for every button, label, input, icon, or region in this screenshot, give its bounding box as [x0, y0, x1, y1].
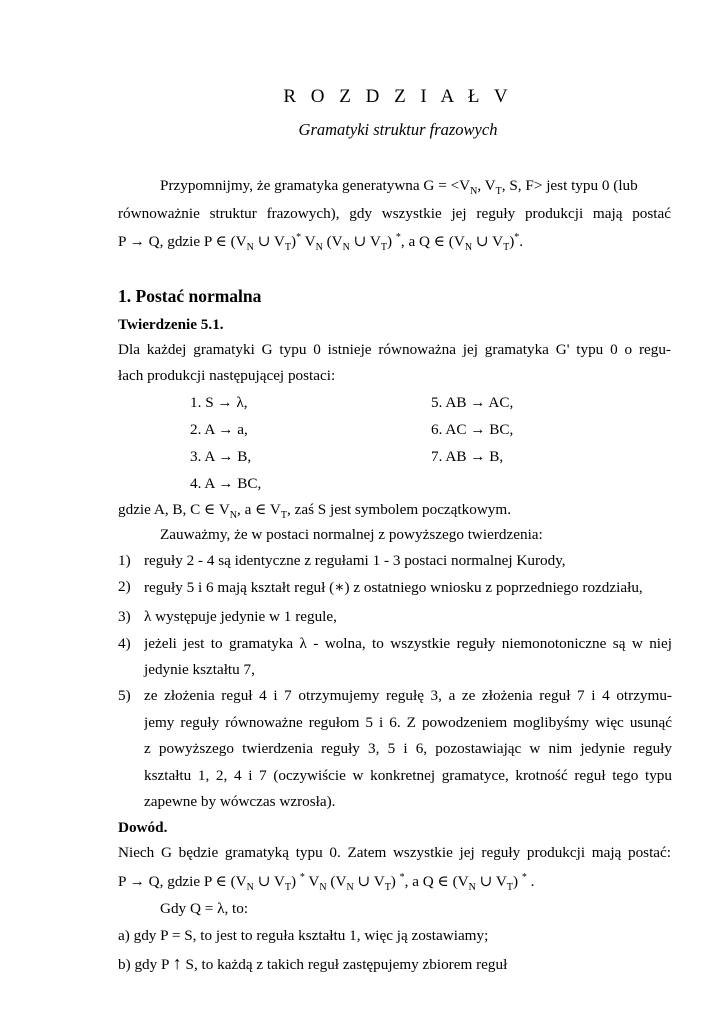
up-arrow-icon: ↑: [172, 953, 182, 973]
proof-line-3: Gdy Q = λ, to:: [160, 900, 249, 917]
list-text: λ występuje jedynie w 1 regule,: [144, 608, 337, 625]
list-number: 4): [118, 635, 131, 652]
list-text: reguły 2 - 4 są identyczne z regułami 1 - 3 postaci normalnej Kurody,: [144, 552, 566, 569]
list-text: jedynie kształtu 7,: [144, 661, 255, 678]
section-title: 1. Postać normalna: [118, 286, 262, 306]
chapter-title: R O Z D Z I A Ł V: [283, 86, 513, 107]
note-line: Zauważmy, że w postaci normalnej z powyższego twierdzenia:: [160, 526, 543, 543]
list-text: jemy reguły równoważne regułom 5 i 6. Z powodzeniem moglibyśmy więc usunąć: [144, 714, 672, 731]
rule-7: 7. AB → B,: [431, 448, 504, 465]
intro-line-1: Przypomnijmy, że gramatyka generatywna $G = <V_N$, $V_T$, S, F> jest typu 0 (lub: [160, 177, 638, 198]
rule-4: 4. A → BC,: [190, 475, 262, 492]
list-number: 2): [118, 578, 131, 595]
list-text: zapewne by wówczas wzrosła).: [144, 793, 336, 810]
list-number: 5): [118, 687, 131, 704]
list-text: ze złożenia reguł 4 i 7 otrzymujemy regułę 3, a ze złożenia reguł 7 i 4 otrzymu-: [144, 687, 672, 704]
rule-6: 6. AC → BC,: [431, 421, 514, 438]
intro-line-2: równoważnie struktur frazowych), gdy wszystkie jej reguły produkcji mają postać: [118, 205, 671, 222]
proof-line-4: a) gdy P = S, to jest to reguła kształtu 1, więc ją zostawiamy;: [118, 927, 489, 944]
rule-3: 3. A → B,: [190, 448, 252, 465]
theorem-line-2: łach produkcji następującej postaci:: [118, 367, 336, 384]
rule-5: 5. AB → AC,: [431, 394, 514, 411]
rule-1: 1. S → λ,: [190, 394, 248, 411]
list-number: 1): [118, 552, 131, 569]
proof-line-2: P → Q, gdzie P ∈ ($V_N$ ∪ $V_T$) * $V_N$ ($V_N$ ∪ $V_T$) *, a Q ∈ ($V_N$ ∪ $V_T$) * .: [118, 871, 535, 894]
list-text: kształtu 1, 2, 4 i 7 (oczywiście w konkretnej gramatyce, krotność reguł tego typu: [144, 767, 672, 784]
where-line: gdzie A, B, C ∈ $V_N$, a ∈ $V_T$, zaś S jest symbolem początkowym.: [118, 501, 511, 522]
list-text: reguły 5 i 6 mają kształt reguł (∗) z ostatniego wniosku z poprzedniego rozdziału,: [144, 579, 643, 596]
theorem-line-1: Dla każdej gramatyki G typu 0 istnieje równoważna jej gramatyka G' typu 0 o regu-: [118, 341, 671, 358]
list-number: 3): [118, 608, 131, 625]
proof-heading: Dowód.: [118, 819, 168, 836]
intro-line-3: P → Q, gdzie P ∈ ($V_N$ ∪ $V_T)^*$ $V_N$ ($V_N$ ∪ $V_T$) *, a Q ∈ ($V_N$ ∪ $V_T)^*$.: [118, 231, 524, 254]
list-text: jeżeli jest to gramatyka λ - wolna, to wszystkie reguły niemonotoniczne są w niej: [144, 635, 672, 652]
list-text: z powyższego twierdzenia reguły 3, 5 i 6, pozostawiając w nim jedynie reguły: [144, 740, 672, 757]
proof-line-1: Niech G będzie gramatyką typu 0. Zatem wszystkie jej reguły produkcji mają postać:: [118, 844, 671, 861]
theorem-heading: Twierdzenie 5.1.: [118, 316, 224, 333]
rule-2: 2. A → a,: [190, 421, 248, 438]
chapter-subtitle: Gramatyki struktur frazowych: [298, 120, 498, 139]
proof-line-5: b) gdy P ↑ S, to każdą z takich reguł zastępujemy zbiorem reguł: [118, 953, 508, 973]
